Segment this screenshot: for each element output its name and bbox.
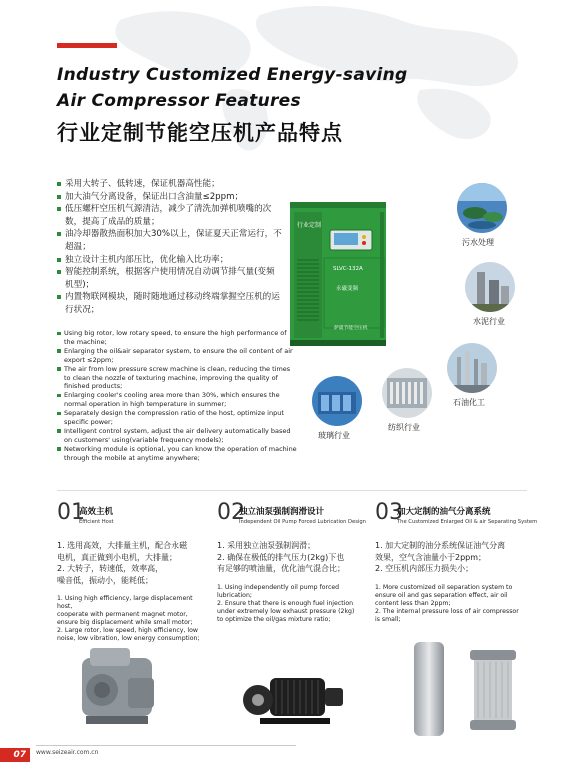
column-subtitle: The Customized Enlarged Oil & air Separating System xyxy=(397,519,538,525)
column-cn-line: 噪音低，振动小，能耗低； xyxy=(57,575,153,585)
column-subtitle: Independent Oil Pump Forced Lubrication Design xyxy=(239,519,366,525)
column-cn-line: 电机，真正做到小电机，大排量； xyxy=(57,552,177,562)
column-en-line: 1. Using high efficiency, large displacement host, xyxy=(57,595,193,611)
footer-rule xyxy=(36,745,296,746)
column-en-line: ensure oil and gas separation effect, air oil xyxy=(375,592,508,600)
column-en-line: to optimize the oil/gas mixture ratio; xyxy=(217,616,331,624)
english-title xyxy=(57,62,527,114)
section-divider xyxy=(57,490,527,491)
column-subtitle: Efficient Host xyxy=(79,519,114,525)
column-cn-list xyxy=(217,540,345,575)
column-en-line: content less than 2ppm; xyxy=(375,600,451,608)
column-en-line: is small; xyxy=(375,616,401,624)
column-cn-line: 1. 选用高效，大排量主机，配合永磁 xyxy=(57,541,188,550)
column-cn-line: 2. 确保在极低的排气压力(2kg)下也 xyxy=(217,552,345,562)
industry-wastewater xyxy=(457,183,507,233)
column-title: 高效主机 xyxy=(79,507,114,517)
industry-glass xyxy=(312,376,362,426)
english-feature-list xyxy=(57,329,297,463)
accent-bar xyxy=(57,43,117,48)
column-cn-list xyxy=(57,540,187,586)
column-en-line: 2. Ensure that there is enough fuel injection xyxy=(217,600,354,608)
column-en-line: 1. Using independently oil pump forced xyxy=(217,584,340,591)
column-en-list xyxy=(57,595,207,644)
industry-label: 石油化工 xyxy=(453,398,485,407)
industry-label: 污水处理 xyxy=(462,238,494,247)
column-en-line: 1. More customized oil separation system to xyxy=(375,584,513,591)
machine-model-label: SLVC-132A xyxy=(333,266,363,272)
industry-petrochemical xyxy=(447,343,497,393)
column-en-line: under extremely low exhaust pressure (2kg) xyxy=(217,608,355,616)
glass-factory-photo-icon xyxy=(312,376,362,426)
machine-label-mid: 永磁变频 xyxy=(336,286,359,292)
feature-item-en: Enlarging cooler's cooling area more than 30%, which ensures the normal operation in high temperature in summer; xyxy=(57,391,297,409)
industry-label: 纺织行业 xyxy=(388,423,420,432)
petrochemical-plant-photo-icon xyxy=(447,343,497,393)
page-number: 07 xyxy=(0,748,30,762)
feature-item-en: Separately design the compression ratio of the host, optimize input specific power; xyxy=(57,409,297,427)
feature-item-en: Enlarging the oil&air separator system, to ensure the oil content of air export ≤2ppm; xyxy=(57,347,297,365)
textile-machine-photo-icon xyxy=(382,368,432,418)
feature-item-cn: 采用大转子、低转速，保证机器高性能； xyxy=(57,178,282,191)
column-cn-line: 有足够的喷油量，优化油气混合比； xyxy=(217,564,345,574)
machine-label-top: 行业定制 xyxy=(297,222,322,229)
column-en-line: lubrication; xyxy=(217,592,252,600)
column-title: 独立油泵强制润滑设计 xyxy=(239,507,325,517)
feature-item-cn: 加大油气分离设备，保证出口含油量≤2ppm； xyxy=(57,191,282,204)
column-cn-line: 效果，空气含油量小于2ppm； xyxy=(375,552,487,562)
column-en-line: 2. The internal pressure loss of air compressor xyxy=(375,608,519,616)
column-en-line: 2. Large rotor, low speed, high efficiency, low xyxy=(57,627,198,635)
feature-item-cn: 油冷却器散热面积加大30%以上，保证夏天正常运行，不超温； xyxy=(57,228,282,253)
column-number: 01 xyxy=(57,500,85,525)
column-cn-line: 2. 大转子，转速低，效率高， xyxy=(57,564,164,574)
feature-item-en: Intelligent control system, adjust the air delivery automatically based on customers' using(variable frequency models); xyxy=(57,427,297,445)
column-en-list xyxy=(375,584,519,624)
column-en-line: ensure big displacement while small motor; xyxy=(57,619,193,627)
column-number: 02 xyxy=(217,500,245,525)
chinese-title: 行业定制节能空压机产品特点 xyxy=(57,121,343,145)
machine-brand-label: 萨震节能空压机 xyxy=(334,326,368,331)
feature-item-cn: 内置物联网模块，随时随地通过移动终端掌握空压机的运行状况； xyxy=(57,291,282,316)
english-title-line2: Air Compressor Features xyxy=(57,91,301,111)
feature-item-en: Using big rotor, low rotary speed, to ensure the high performance of the machine; xyxy=(57,329,297,347)
column-en-line: noise, low vibration, low energy consumption; xyxy=(57,635,200,643)
industry-cement xyxy=(465,262,515,312)
feature-item-en: Networking module is optional, you can know the operation of machine through the mobile at anytime anywhere; xyxy=(57,445,297,463)
footer-url: www.seizeair.com.cn xyxy=(36,749,99,756)
column-title: 加大定制的油气分离系统 xyxy=(397,507,491,517)
oil-pump-image xyxy=(240,660,350,735)
cement-plant-photo-icon xyxy=(465,262,515,312)
wastewater-treatment-photo-icon xyxy=(457,183,507,233)
column-cn-line: 2. 空压机内部压力损失小； xyxy=(375,564,474,574)
feature-item-cn: 独立设计主机内部压比，优化输入比功率； xyxy=(57,254,282,267)
column-cn-line: 1. 加大定制的油分系统保证油气分离 xyxy=(375,541,506,550)
feature-item-cn: 低压螺杆空压机气源清洁，减少了清洗加弹机喷嘴的次数，提高了成品的质量； xyxy=(57,203,282,228)
industry-textile xyxy=(382,368,432,418)
column-en-list xyxy=(217,584,354,624)
compressor-host-image xyxy=(72,640,167,740)
column-cn-list xyxy=(375,540,505,575)
feature-item-en: The air from low pressure screw machine is clean, reducing the times to clean the nozzle of texturing machine, improving the quality of finished products; xyxy=(57,365,297,392)
column-number: 03 xyxy=(375,500,403,525)
chinese-feature-list xyxy=(57,178,282,317)
column-cn-line: 1. 采用独立油泵强制润滑； xyxy=(217,541,316,550)
column-en-line: cooperate with permanent magnet motor, xyxy=(57,611,188,619)
english-title-line1: Industry Customized Energy-saving xyxy=(57,65,408,85)
feature-item-cn: 智能控制系统，根据客户使用情况自动调节排气量(变频机型)； xyxy=(57,266,282,291)
industry-label: 水泥行业 xyxy=(473,317,505,326)
industry-label: 玻璃行业 xyxy=(318,431,350,440)
oil-separator-image xyxy=(410,640,530,740)
